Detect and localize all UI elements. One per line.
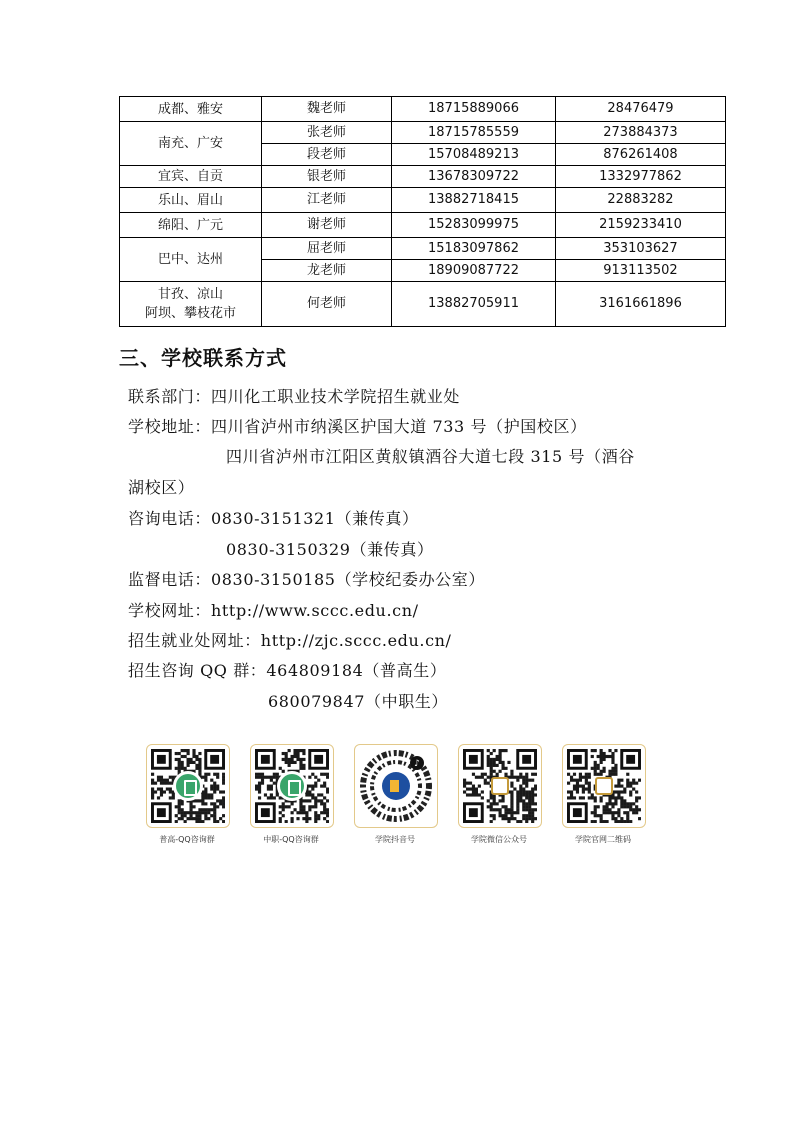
region-cell: 成都、雅安: [120, 97, 262, 122]
qq-cell: 353103627: [556, 238, 726, 260]
table-row: [120, 213, 726, 238]
douyin-code-icon: [359, 749, 433, 823]
qq-group-line: 招生咨询 QQ 群：464809184（普高生）: [128, 661, 447, 680]
region-line: 甘孜、凉山: [157, 287, 223, 302]
table-row: [120, 97, 726, 122]
mobile-cell: 18715785559: [392, 122, 556, 144]
table-row: [120, 188, 726, 213]
teacher-cell: 龙老师: [262, 260, 392, 282]
region-cell: 乐山、眉山: [120, 188, 262, 213]
region-line: 阿坝、攀枝花市: [144, 306, 236, 321]
contact-table: [119, 96, 726, 327]
table-row: [120, 282, 726, 327]
svg-text:♪: ♪: [414, 759, 420, 769]
table-row: [120, 122, 726, 144]
qq-cell: 1332977862: [556, 166, 726, 188]
table-row: [120, 166, 726, 188]
mobile-cell: 18909087722: [392, 260, 556, 282]
qq-badge-icon: [173, 771, 203, 801]
qr-label: 中职-QQ咨询群: [263, 835, 319, 844]
website-line[interactable]: 学校网址：http://www.sccc.edu.cn/: [128, 601, 419, 620]
qq-group-line: 680079847（中职生）: [268, 692, 449, 711]
qr-label: 学院微信公众号: [471, 835, 527, 844]
qq-cell: 2159233410: [556, 213, 726, 238]
mobile-cell: 13882705911: [392, 282, 556, 327]
qr-card[interactable]: [558, 742, 648, 846]
teacher-cell: 张老师: [262, 122, 392, 144]
mobile-cell: 13678309722: [392, 166, 556, 188]
address-line: 湖校区）: [128, 478, 195, 497]
teacher-cell: 屈老师: [262, 238, 392, 260]
teacher-cell: 何老师: [262, 282, 392, 327]
address-line: 学校地址：四川省泸州市纳溪区护国大道 733 号（护国校区）: [128, 417, 587, 436]
region-cell: 南充、广安: [120, 122, 262, 166]
section-heading: 三、学校联系方式: [119, 346, 287, 370]
address-line: 四川省泸州市江阳区黄舣镇酒谷大道七段 315 号（酒谷: [226, 447, 635, 466]
qr-card[interactable]: [454, 742, 544, 846]
qq-cell: 22883282: [556, 188, 726, 213]
qr-card[interactable]: [246, 742, 336, 846]
qq-cell: 876261408: [556, 144, 726, 166]
phone-line: 咨询电话：0830-3151321（兼传真）: [128, 509, 419, 528]
mobile-cell: 18715889066: [392, 97, 556, 122]
qq-group-qr-icon: [250, 744, 334, 828]
supervise-phone-line: 监督电话：0830-3150185（学校纪委办公室）: [128, 570, 485, 589]
qr-label: 学院抖音号: [375, 835, 415, 844]
region-cell: 宜宾、自贡: [120, 166, 262, 188]
mobile-cell: 13882718415: [392, 188, 556, 213]
qr-card[interactable]: [350, 742, 440, 846]
qq-cell: 28476479: [556, 97, 726, 122]
qq-cell: 273884373: [556, 122, 726, 144]
logo-badge-icon: [491, 777, 509, 795]
wechat-qr-icon: [458, 744, 542, 828]
region-cell: 绵阳、广元: [120, 213, 262, 238]
qq-group-qr-icon: [146, 744, 230, 828]
region-cell: 巴中、达州: [120, 238, 262, 282]
teacher-cell: 段老师: [262, 144, 392, 166]
qq-cell: 3161661896: [556, 282, 726, 327]
zjc-website-line[interactable]: 招生就业处网址：http://zjc.sccc.edu.cn/: [128, 631, 452, 650]
mobile-cell: 15708489213: [392, 144, 556, 166]
mobile-cell: 15183097862: [392, 238, 556, 260]
qr-label: 普高-QQ咨询群: [159, 835, 215, 844]
qr-label: 学院官网二维码: [575, 835, 631, 844]
teacher-cell: 江老师: [262, 188, 392, 213]
region-cell: [120, 282, 262, 327]
mobile-cell: 15283099975: [392, 213, 556, 238]
teacher-cell: 银老师: [262, 166, 392, 188]
qq-badge-icon: [277, 771, 307, 801]
logo-badge-icon: [595, 777, 613, 795]
website-qr-icon: [562, 744, 646, 828]
qq-cell: 913113502: [556, 260, 726, 282]
qr-card[interactable]: [142, 742, 232, 846]
teacher-cell: 谢老师: [262, 213, 392, 238]
qr-code-row: [128, 742, 668, 850]
table-row: [120, 238, 726, 260]
teacher-cell: 魏老师: [262, 97, 392, 122]
phone-line: 0830-3150329（兼传真）: [226, 540, 434, 559]
douyin-qr-icon: [354, 744, 438, 828]
department-line: 联系部门：四川化工职业技术学院招生就业处: [128, 387, 461, 406]
